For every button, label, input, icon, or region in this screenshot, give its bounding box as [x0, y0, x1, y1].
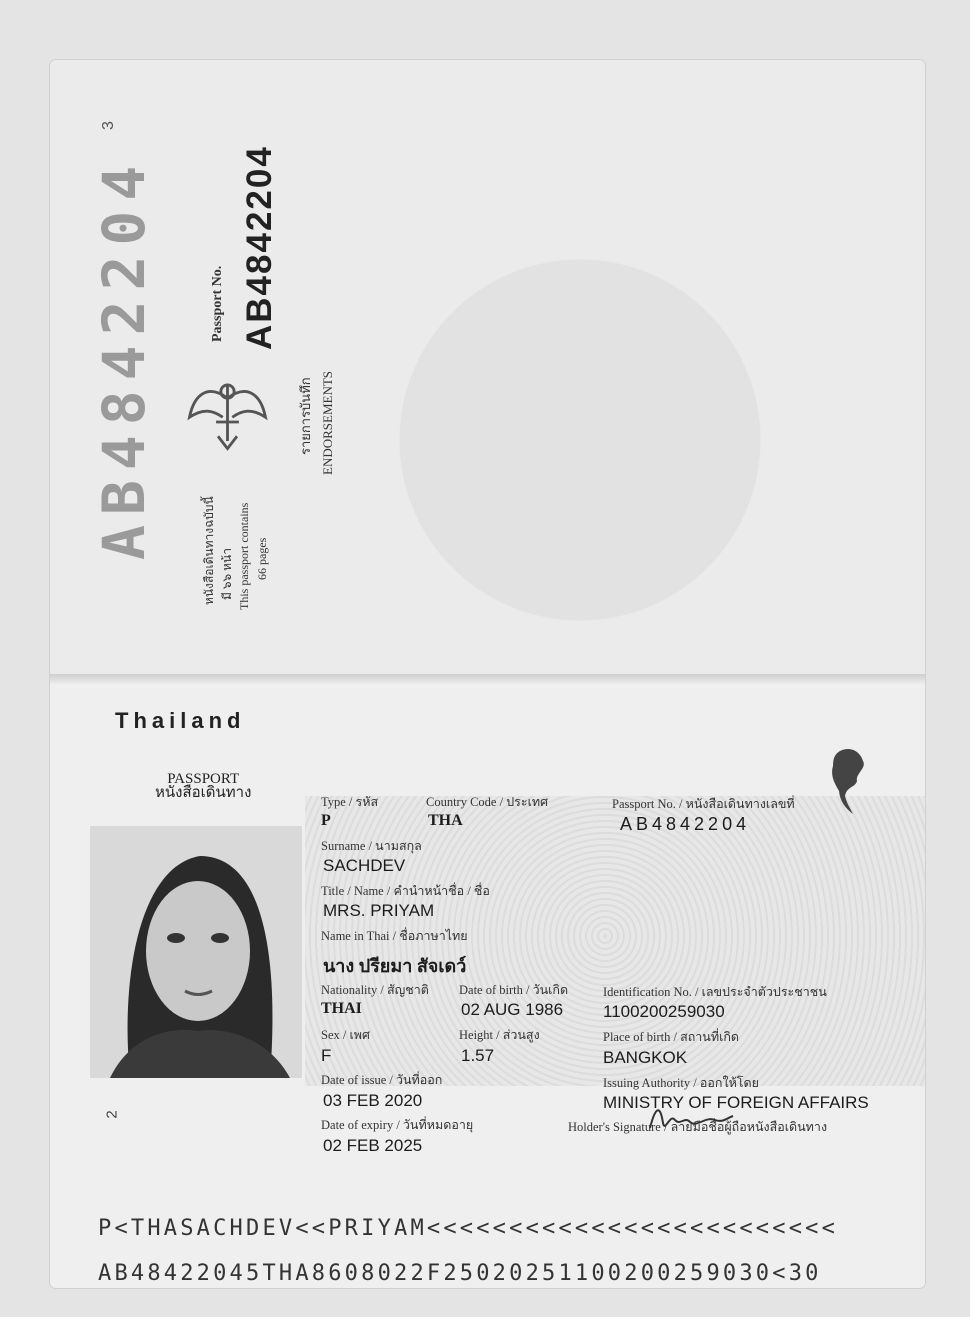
nationality-label: Nationality / สัญชาติ: [321, 983, 429, 997]
passport-no-value: AB4842204: [620, 814, 751, 834]
expiry-date-label: Date of expiry / วันที่หมดอายุ: [321, 1118, 474, 1132]
passport-no-value-top: AB4842204: [240, 145, 279, 350]
issuing-authority-value: MINISTRY OF FOREIGN AFFAIRS: [603, 1093, 869, 1112]
sex-value: F: [321, 1046, 332, 1065]
perforated-passport-number: AB4842204: [90, 155, 158, 560]
endorsement-page: [50, 60, 925, 680]
dob-value: 02 AUG 1986: [461, 1000, 564, 1019]
title-name-label: Title / Name / คำนำหน้าชื่อ / ชื่อ: [321, 884, 490, 898]
sex-label: Sex / เพศ: [321, 1028, 370, 1042]
portrait-icon: [90, 826, 302, 1078]
issuing-authority-label: Issuing Authority / ออกให้โดย: [603, 1076, 759, 1090]
expiry-date-value: 02 FEB 2025: [323, 1136, 423, 1155]
id-value: 1100200259030: [603, 1002, 725, 1021]
data-page: [50, 686, 925, 1288]
country-name: Thailand: [115, 708, 246, 733]
thai-name-value: นาง ปรียมา สัจเดว์: [323, 956, 467, 976]
passport-no-label-top: Passport No.: [210, 265, 225, 342]
contains-text-en-1: This passport contains: [237, 502, 251, 610]
contains-text-th-1: หนังสือเดินทางฉบับนี้: [202, 496, 216, 605]
contains-text-en-2: 66 pages: [255, 537, 269, 580]
id-label: Identification No. / เลขประจำตัวประชาชน: [603, 985, 827, 999]
issue-date-value: 03 FEB 2020: [323, 1091, 423, 1110]
document-kind-en: PASSPORT: [167, 771, 240, 787]
endorsements-label-en: ENDORSEMENTS: [320, 370, 335, 475]
mrz-line-1: P<THASACHDEV<<PRIYAM<<<<<<<<<<<<<<<<<<<<<<<<<: [98, 1216, 839, 1241]
document-kind-th: หนังสือเดินทาง: [155, 785, 252, 801]
nationality-value: THAI: [321, 1000, 362, 1017]
height-label: Height / ส่วนสูง: [459, 1028, 540, 1042]
dob-label: Date of birth / วันเกิด: [459, 983, 569, 997]
page-fold: [50, 674, 925, 686]
page-number-bottom: 2: [103, 1110, 121, 1119]
mrz-line-2: AB48422045THA8608022F25020251100200259030<30: [98, 1261, 822, 1286]
page-number-top: 3: [100, 121, 117, 130]
garuda-emblem-icon: [180, 365, 275, 460]
thailand-map-icon: [825, 746, 870, 816]
holder-photo: [90, 826, 302, 1078]
issue-date-label: Date of issue / วันที่ออก: [321, 1073, 443, 1087]
pob-value: BANGKOK: [603, 1048, 688, 1067]
passport-no-label: Passport No. / หนังสือเดินทางเลขที่: [612, 797, 795, 811]
title-name-value: MRS. PRIYAM: [323, 901, 435, 920]
holder-signature-icon: [645, 1098, 735, 1138]
passport-document: [50, 60, 925, 1288]
height-value: 1.57: [461, 1046, 495, 1065]
contains-text-th-2: มี ๖๖ หน้า: [220, 548, 234, 600]
endorsements-label-th: รายการบันทึก: [298, 377, 313, 455]
document-kind: [155, 772, 251, 800]
pob-label: Place of birth / สถานที่เกิด: [603, 1030, 740, 1044]
holder-signature-label: Holder's Signature / ลายมือชื่อผู้ถือหนังสือเดินทาง: [568, 1120, 828, 1134]
country-code-label: Country Code / ประเทศ: [426, 795, 549, 809]
surname-label: Surname / นามสกุล: [321, 839, 422, 853]
type-value: P: [321, 812, 331, 829]
thai-name-label: Name in Thai / ชื่อภาษาไทย: [321, 929, 468, 943]
surname-value: SACHDEV: [323, 856, 406, 875]
country-code-value: THA: [428, 812, 463, 829]
type-label: Type / รหัส: [321, 795, 379, 809]
